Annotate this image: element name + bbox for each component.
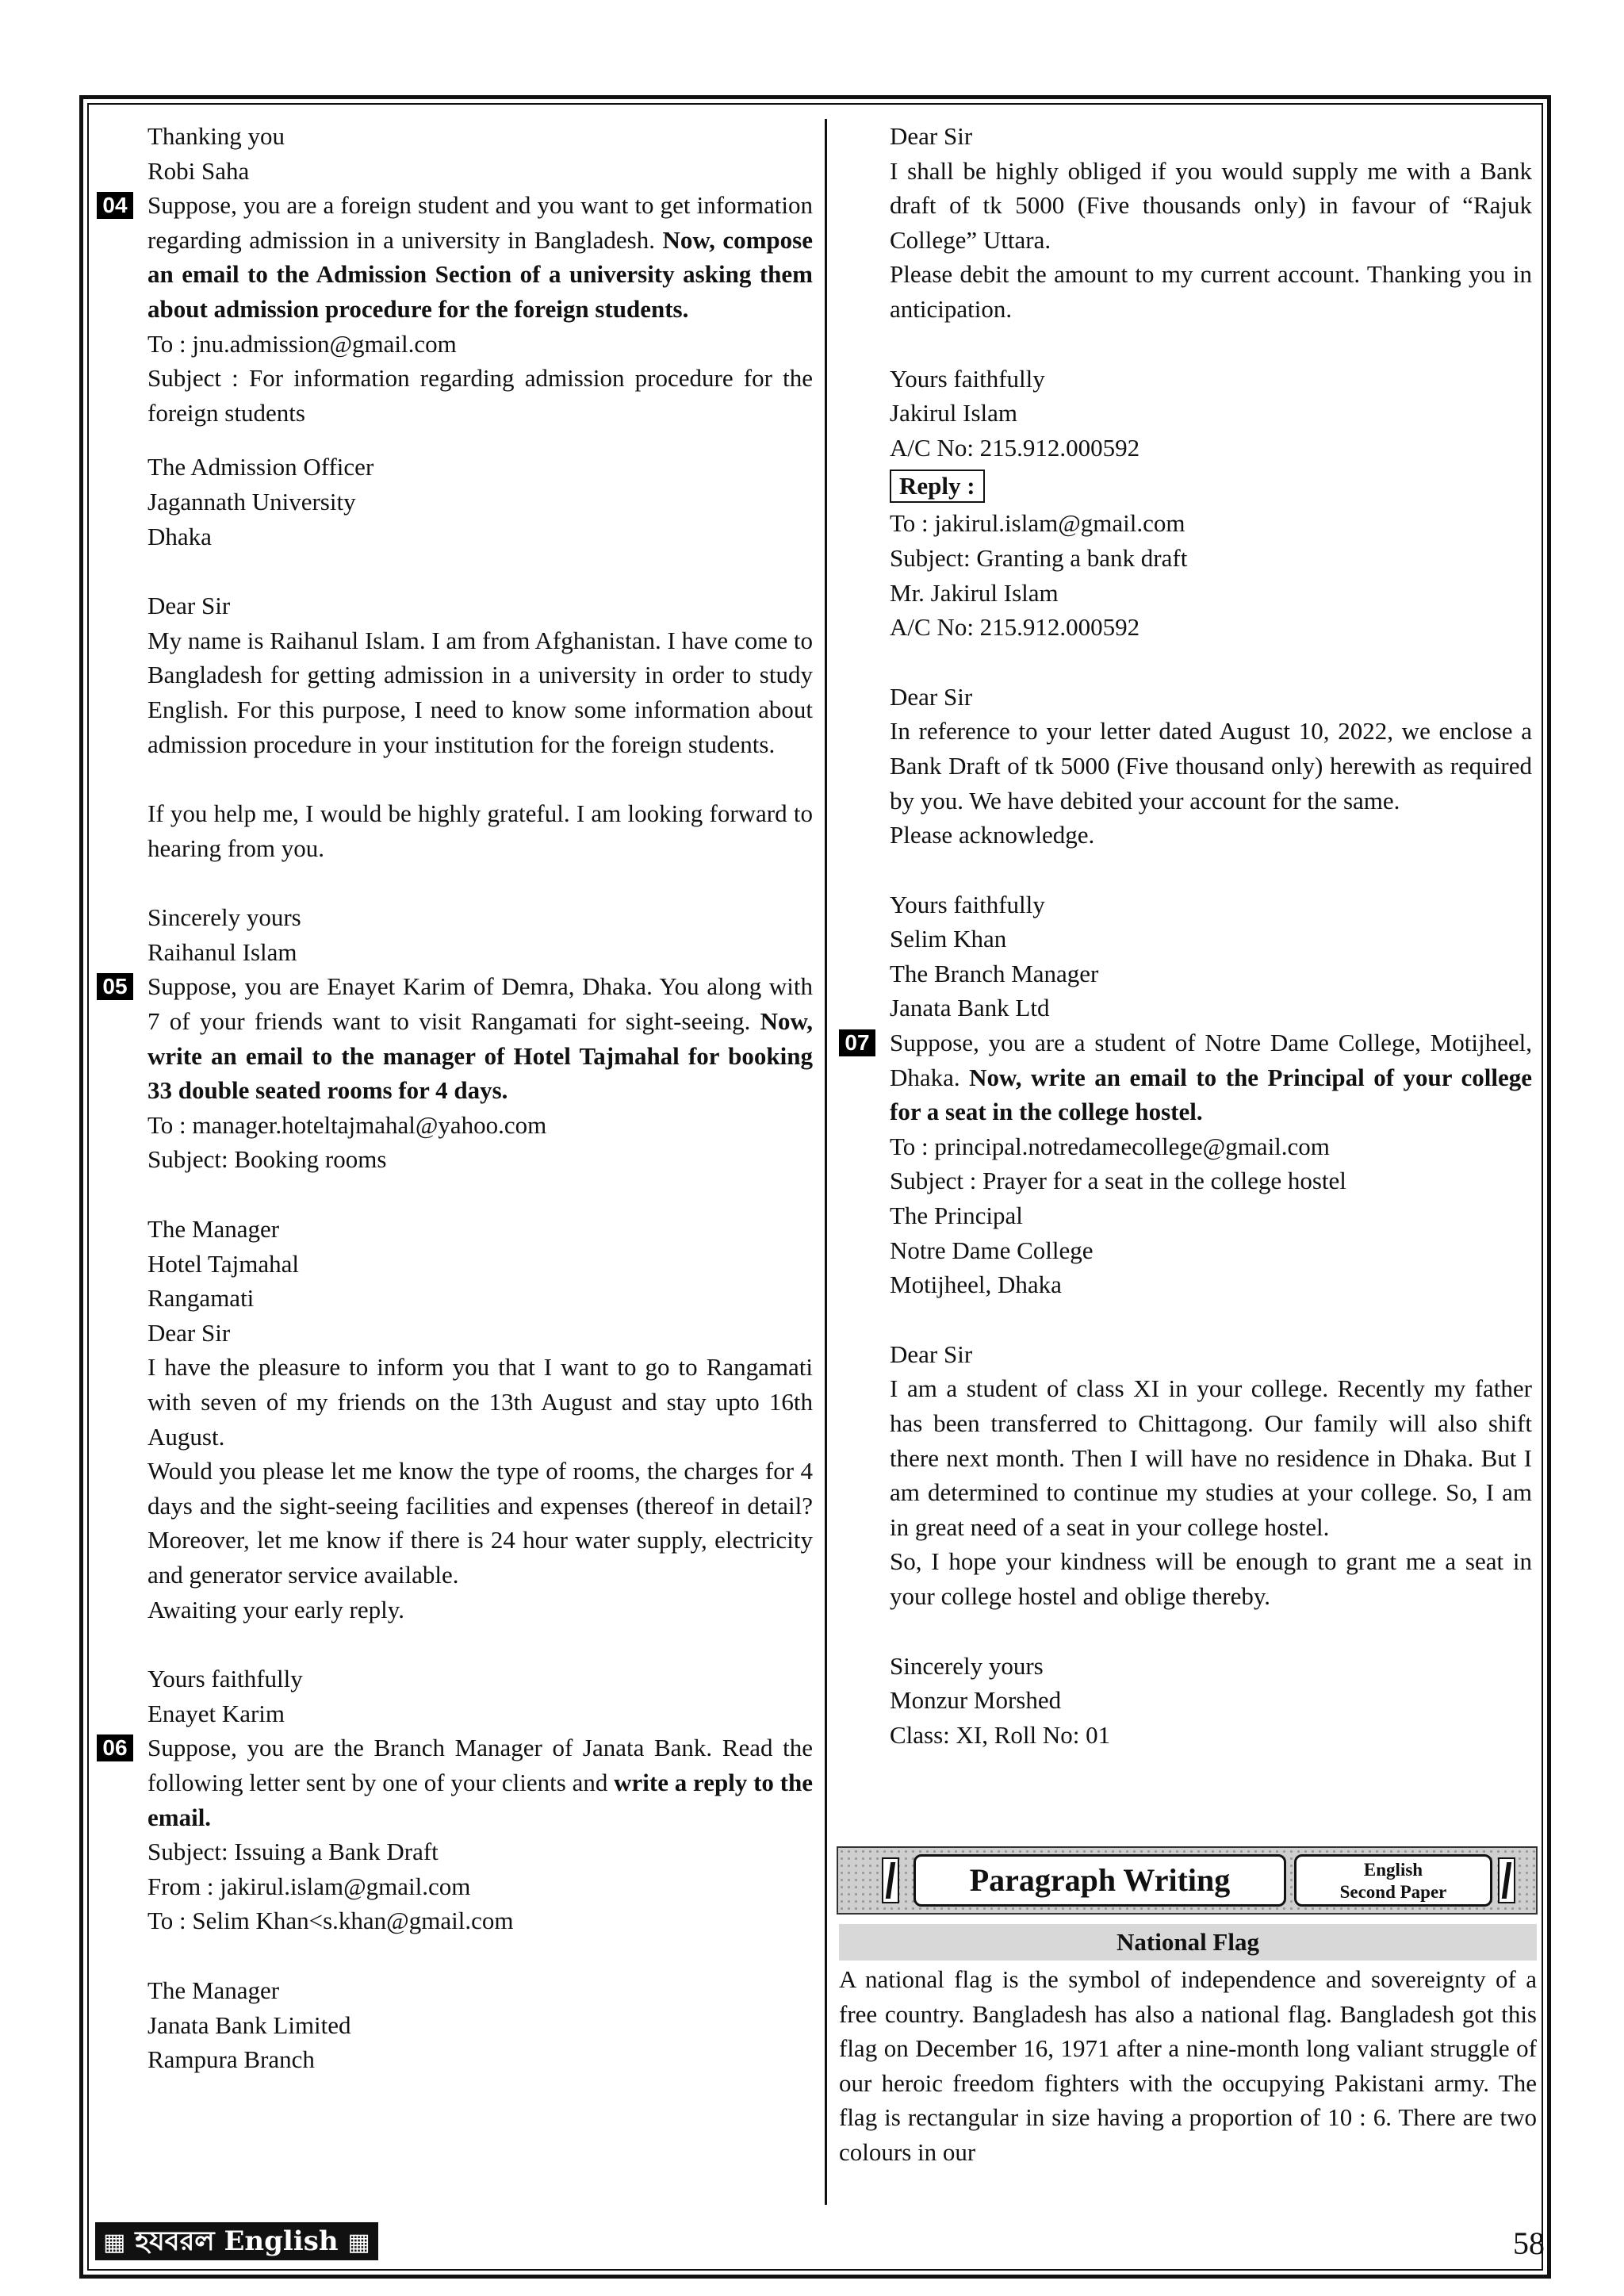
address-line: Notre Dame College (890, 1236, 1094, 1264)
address-line: Hotel Tajmahal (147, 1249, 299, 1278)
closing-line: Sincerely yours (147, 903, 301, 932)
email-to: To : jakirul.islam@gmail.com (890, 509, 1185, 538)
left-column (97, 119, 813, 2077)
address-line: Rangamati (147, 1284, 255, 1313)
brand-logo: ▦ হযবরল English ▦ (95, 2222, 378, 2260)
email-subject: Subject: Booking rooms (147, 1145, 387, 1174)
column-divider (825, 119, 827, 2205)
question-prompt: Suppose, you are a foreign student and you want to get information regarding admission in a university in Bangladesh. Now, compose an email to the Admission Section of a university asking them about admission procedure for the foreign students. (147, 191, 813, 323)
closing-line: Yours faithfully (890, 890, 1045, 918)
email-subject: Subject: Issuing a Bank Draft (147, 1838, 439, 1866)
question-number-badge: 05 (97, 973, 133, 1000)
section-title: National Flag (839, 1924, 1537, 1961)
signature-title: The Branch Manager (890, 959, 1099, 987)
email-body: Please acknowledge. (890, 821, 1095, 849)
paragraph-text: A national flag is the symbol of independence and sovereignty of a free country. Bangladesh has also a national flag. Bangladesh got this flag on December 16, 1971 after a nine-month long valiant struggle of our heroic freedom fighters with the occupying Pakistani army. The flag is rectangular in size having a proportion of 10 : 6. There are two colours in our (839, 1965, 1537, 2166)
question-prompt: Suppose, you are the Branch Manager of Janata Bank. Read the following letter sent by one of your clients and write a reply to the email. (147, 1734, 813, 1831)
question-number-badge: 06 (97, 1734, 133, 1761)
question-06 (97, 1731, 813, 1834)
book-icon: ▦ (347, 2229, 370, 2256)
book-icon: ▦ (103, 2229, 126, 2256)
question-05 (97, 969, 813, 1107)
signature-name: Selim Khan (890, 925, 1007, 953)
address-line: The Manager (147, 1215, 280, 1244)
letter-body: Please debit the amount to my current account. Thanking you in anticipation. (890, 260, 1532, 323)
address-line: The Principal (890, 1202, 1023, 1230)
signature-name: Robi Saha (147, 156, 250, 185)
email-to: To : Selim Khan<s.khan@gmail.com (147, 1907, 514, 1935)
salutation: Dear Sir (890, 682, 973, 711)
signature-org: Janata Bank Ltd (890, 994, 1050, 1022)
email-body: I am a student of class XI in your college. Recently my father has been transferred to Chittagong. Our family will also shift there next month. Then I will have no residence in Dhaka. But I am determined to continue my studies at your college. So, I am in great need of a seat in your college hostel. (890, 1374, 1532, 1541)
account-number: A/C No: 215.912.000592 (890, 433, 1140, 462)
address-line: Rampura Branch (147, 2045, 315, 2074)
question-prompt: Suppose, you are Enayet Karim of Demra, Dhaka. You along with 7 of your friends want to visit Rangamati for sight-seeing. Now, write an email to the manager of Hotel Tajmahal for booking 33 double seated rooms for 4 days. (147, 972, 813, 1105)
salutation: Dear Sir (147, 592, 231, 620)
email-to: To : manager.hoteltajmahal@yahoo.com (147, 1110, 547, 1139)
address-line: The Admission Officer (147, 453, 374, 481)
question-prompt: Suppose, you are a student of Notre Dame College, Motijheel, Dhaka. Now, write an email to the Principal of your college for a seat in the college hostel. (890, 1029, 1532, 1126)
email-body: If you help me, I would be highly grateful. I am looking forward to hearing from you. (147, 799, 813, 862)
email-from: From : jakirul.islam@gmail.com (147, 1872, 471, 1900)
address-line: Motijheel, Dhaka (890, 1271, 1062, 1299)
closing-line: Yours faithfully (890, 364, 1045, 393)
email-body: So, I hope your kindness will be enough to grant me a seat in your college hostel and oblige thereby. (890, 1547, 1532, 1610)
question-07 (839, 1025, 1532, 1129)
email-to: To : jnu.admission@gmail.com (147, 329, 457, 358)
banner-title: Paragraph Writing (914, 1854, 1286, 1907)
email-body: I have the pleasure to inform you that I want to go to Rangamati with seven of my friends on the 13th August and stay upto 16th August. (147, 1353, 813, 1451)
salutation: Dear Sir (890, 1340, 973, 1368)
email-body: Awaiting your early reply. (147, 1595, 404, 1623)
address-line: Mr. Jakirul Islam (890, 578, 1059, 607)
email-subject: Subject : For information regarding admission procedure for the foreign students (147, 364, 813, 427)
email-body: Would you please let me know the type of rooms, the charges for 4 days and the sight-seeing facilities and expenses (thereof in detail? Moreover, let me know if there is 24 hour water supply, electricity and generator service available. (147, 1457, 813, 1589)
class-roll: Class: XI, Roll No: 01 (890, 1720, 1111, 1749)
question-number-badge: 07 (839, 1029, 875, 1056)
closing-line: Yours faithfully (147, 1665, 303, 1693)
account-number: A/C No: 215.912.000592 (890, 613, 1140, 642)
letter-body: I shall be highly obliged if you would supply me with a Bank draft of tk 5000 (Five thousands only) in favour of “Rajuk College” Uttara. (890, 156, 1532, 254)
right-column (839, 119, 1532, 1752)
address-line: Dhaka (147, 522, 212, 550)
address-line: Janata Bank Limited (147, 2010, 351, 2039)
salutation: Dear Sir (147, 1318, 231, 1347)
banner-bar-left-icon (882, 1857, 899, 1903)
banner-bar-right-icon (1498, 1857, 1515, 1903)
page-number: 58 (1513, 2225, 1545, 2261)
email-subject: Subject: Granting a bank draft (890, 543, 1188, 572)
closing-line: Sincerely yours (890, 1651, 1044, 1680)
question-04 (97, 188, 813, 326)
email-body: In reference to your letter dated August 10, 2022, we enclose a Bank Draft of tk 5000 (Five thousand only) herewith as required by you. We have debited your account for the same. (890, 717, 1532, 815)
signature-name: Monzur Morshed (890, 1686, 1062, 1715)
question-number-badge: 04 (97, 192, 133, 219)
email-subject: Subject : Prayer for a seat in the college hostel (890, 1167, 1346, 1195)
closing-line: Thanking you (147, 122, 285, 150)
email-body: My name is Raihanul Islam. I am from Afghanistan. I have come to Bangladesh for getting admission in a university in order to study English. For this purpose, I need to know some information about admission procedure in your institution for the foreign students. (147, 626, 813, 758)
email-to: To : principal.notredamecollege@gmail.com (890, 1132, 1330, 1160)
reply-label: Reply : (890, 470, 985, 503)
signature-name: Raihanul Islam (147, 937, 297, 966)
section-banner (837, 1846, 1538, 1915)
signature-name: Jakirul Islam (890, 399, 1017, 427)
signature-name: Enayet Karim (147, 1699, 285, 1727)
salutation: Dear Sir (890, 122, 973, 150)
address-line: Jagannath University (147, 487, 356, 516)
address-line: The Manager (147, 1976, 280, 2004)
banner-subject: English Second Paper (1294, 1854, 1492, 1907)
